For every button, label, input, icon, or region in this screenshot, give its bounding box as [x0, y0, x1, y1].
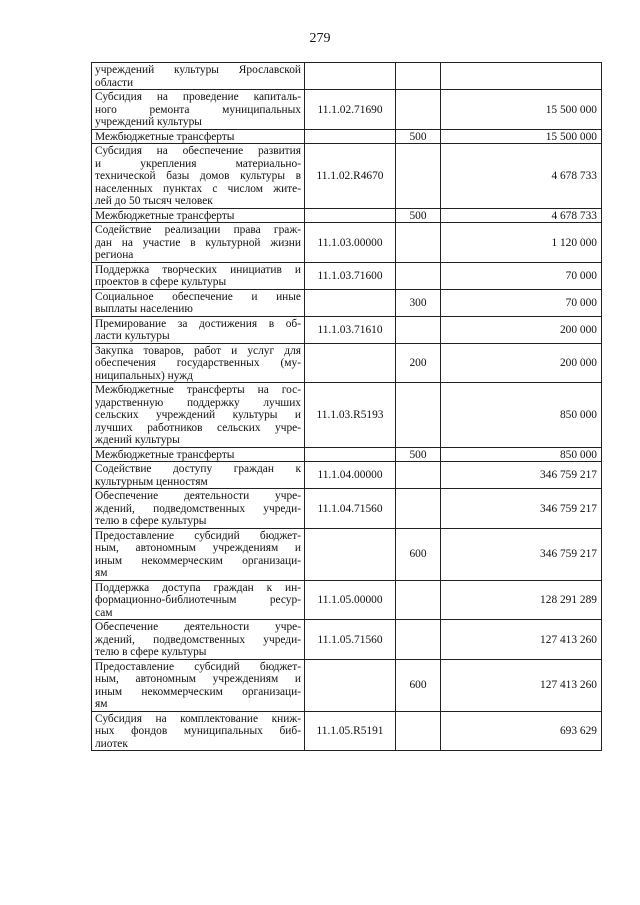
row-name-line: Поддержка доступа граждан к ин-: [95, 581, 301, 594]
row-amount-cell: 200 000: [441, 343, 602, 383]
row-name-cell: [92, 447, 305, 462]
row-type-cell: 600: [396, 528, 441, 580]
row-name-line: ных фондов муниципальных биб-: [95, 725, 301, 737]
table-row: [92, 343, 602, 383]
row-type-cell: [396, 90, 441, 130]
row-type-cell: 500: [396, 208, 441, 223]
row-amount-cell: 15 500 000: [441, 90, 602, 130]
row-code-cell: 11.1.05.71560: [305, 620, 396, 660]
row-code-cell: [305, 659, 396, 711]
row-name-line: формационно-библиотечным ресур-: [95, 594, 301, 606]
row-name-cell: [92, 144, 305, 209]
row-name-line: ного ремонта муниципальных: [95, 103, 301, 116]
row-name-line: ждений культуры: [95, 434, 180, 446]
row-type-cell: [396, 383, 441, 448]
table-row: [92, 659, 602, 711]
row-name-line: ниципальных) нужд: [95, 369, 193, 382]
row-name-line: Закупка товаров, работ и услуг для: [95, 344, 301, 357]
row-name-line: ям: [95, 698, 108, 710]
row-amount-cell: 70 000: [441, 262, 602, 289]
row-name-line: ждений, подведомственных учреди-: [95, 502, 301, 515]
row-amount-cell: 127 413 260: [441, 620, 602, 660]
table-row: [92, 208, 602, 223]
row-name-cell: [92, 711, 305, 751]
row-amount-cell: 850 000: [441, 383, 602, 448]
table-row: [92, 447, 602, 462]
row-name-line: Межбюджетные трансферты на гос-: [95, 384, 301, 396]
row-type-cell: [396, 580, 441, 620]
row-code-cell: 11.1.04.00000: [305, 462, 396, 489]
table-row: [92, 383, 602, 448]
row-code-cell: [305, 208, 396, 223]
row-type-cell: 300: [396, 289, 441, 316]
table-row: [92, 129, 602, 144]
row-code-cell: [305, 63, 396, 90]
row-type-cell: [396, 316, 441, 343]
row-name-line: проектов в сфере культуры: [95, 276, 227, 288]
row-name-cell: [92, 208, 305, 223]
row-type-cell: [396, 223, 441, 263]
row-name-line: лучших работников сельских учре-: [95, 421, 301, 434]
row-name-line: Межбюджетные трансферты: [95, 448, 235, 461]
row-name-cell: [92, 343, 305, 383]
row-name-line: выплаты населению: [95, 303, 193, 315]
row-name-line: Социальное обеспечение и иные: [95, 290, 301, 303]
row-type-cell: [396, 144, 441, 209]
row-name-cell: [92, 90, 305, 130]
row-code-cell: [305, 343, 396, 383]
table-row: [92, 620, 602, 660]
row-name-line: телю в сфере культуры: [95, 515, 207, 527]
row-type-cell: [396, 63, 441, 90]
row-name-line: технической базы домов культуры в: [95, 170, 301, 182]
row-name-line: сам: [95, 606, 113, 619]
row-code-cell: 11.1.03.71610: [305, 316, 396, 343]
row-name-line: ждений, подведомственных учреди-: [95, 633, 301, 646]
row-amount-cell: 4 678 733: [441, 208, 602, 223]
row-type-cell: 500: [396, 129, 441, 144]
row-name-line: иным некоммерческим организаци-: [95, 554, 301, 567]
row-amount-cell: 70 000: [441, 289, 602, 316]
row-name-cell: [92, 462, 305, 489]
row-name-line: иным некоммерческим организаци-: [95, 685, 301, 698]
row-name-line: учреждений культуры: [95, 116, 202, 128]
row-name-cell: [92, 528, 305, 580]
row-name-line: ным, автономным учреждениям и: [95, 542, 301, 554]
row-name-line: сельских учреждений культуры и: [95, 409, 301, 421]
row-name-cell: [92, 580, 305, 620]
table-row: [92, 316, 602, 343]
row-name-cell: [92, 262, 305, 289]
row-name-line: Субсидия на комплектование книж-: [95, 712, 301, 725]
row-name-line: Предоставление субсидий бюджет-: [95, 660, 301, 673]
row-code-cell: 11.1.02.71690: [305, 90, 396, 130]
row-name-line: Содействие реализации права граж-: [95, 224, 301, 236]
row-name-cell: [92, 289, 305, 316]
row-name-line: ям: [95, 567, 108, 579]
row-code-cell: 11.1.05.00000: [305, 580, 396, 620]
row-name-cell: [92, 223, 305, 263]
row-amount-cell: [441, 63, 602, 90]
row-name-line: учреждений культуры Ярославской: [95, 64, 301, 76]
page-number: 279: [309, 31, 331, 46]
row-type-cell: [396, 489, 441, 529]
budget-table-body: [92, 63, 602, 751]
row-type-cell: 600: [396, 659, 441, 711]
row-name-line: Премирование за достижения в об-: [95, 317, 301, 330]
row-name-line: ударственную поддержку лучших: [95, 396, 301, 409]
row-code-cell: 11.1.03.00000: [305, 223, 396, 263]
table-row: [92, 528, 602, 580]
table-row: [92, 90, 602, 130]
row-name-line: региона: [95, 249, 134, 261]
row-name-line: телю в сфере культуры: [95, 646, 207, 658]
row-amount-cell: 346 759 217: [441, 489, 602, 529]
row-name-line: лей до 50 тысяч человек: [95, 195, 213, 207]
row-type-cell: [396, 462, 441, 489]
row-type-cell: [396, 711, 441, 751]
row-code-cell: [305, 289, 396, 316]
row-name-line: обеспечения государственных (му-: [95, 357, 301, 369]
row-name-cell: [92, 489, 305, 529]
row-code-cell: 11.1.04.71560: [305, 489, 396, 529]
row-code-cell: 11.1.03.R5193: [305, 383, 396, 448]
row-name-line: Субсидия на обеспечение развития: [95, 145, 301, 157]
row-type-cell: 200: [396, 343, 441, 383]
row-code-cell: 11.1.02.R4670: [305, 144, 396, 209]
row-amount-cell: 200 000: [441, 316, 602, 343]
row-name-line: Поддержка творческих инициатив и: [95, 263, 301, 276]
row-name-cell: [92, 659, 305, 711]
row-name-cell: [92, 316, 305, 343]
row-name-cell: [92, 620, 305, 660]
table-row: [92, 144, 602, 209]
row-name-cell: [92, 383, 305, 448]
table-row: [92, 580, 602, 620]
row-amount-cell: 127 413 260: [441, 659, 602, 711]
table-row: [92, 262, 602, 289]
row-name-line: Обеспечение деятельности учре-: [95, 621, 301, 633]
row-code-cell: [305, 528, 396, 580]
table-row: [92, 289, 602, 316]
row-amount-cell: 346 759 217: [441, 528, 602, 580]
row-type-cell: 500: [396, 447, 441, 462]
row-amount-cell: 15 500 000: [441, 129, 602, 144]
row-name-line: Субсидия на проведение капиталь-: [95, 91, 301, 103]
table-row: [92, 223, 602, 263]
row-name-line: дан на участие в культурной жизни: [95, 236, 301, 249]
row-name-cell: [92, 129, 305, 144]
row-name-line: и укрепления материально-: [95, 157, 301, 170]
row-amount-cell: 128 291 289: [441, 580, 602, 620]
budget-table: [91, 62, 602, 751]
row-code-cell: [305, 129, 396, 144]
row-name-cell: [92, 63, 305, 90]
row-name-line: населенных пунктах с числом жите-: [95, 182, 301, 195]
row-name-line: области: [95, 76, 134, 89]
row-name-line: лиотек: [95, 737, 128, 750]
row-code-cell: 11.1.05.R5191: [305, 711, 396, 751]
row-name-line: Обеспечение деятельности учре-: [95, 490, 301, 502]
row-amount-cell: 4 678 733: [441, 144, 602, 209]
row-amount-cell: 1 120 000: [441, 223, 602, 263]
row-name-line: Содействие доступу граждан к: [95, 463, 301, 475]
row-amount-cell: 693 629: [441, 711, 602, 751]
table-row: [92, 63, 602, 90]
table-row: [92, 711, 602, 751]
row-name-line: Предоставление субсидий бюджет-: [95, 529, 301, 542]
row-type-cell: [396, 262, 441, 289]
row-code-cell: [305, 447, 396, 462]
row-name-line: ласти культуры: [95, 330, 170, 342]
row-type-cell: [396, 620, 441, 660]
table-row: [92, 462, 602, 489]
row-code-cell: 11.1.03.71600: [305, 262, 396, 289]
row-amount-cell: 850 000: [441, 447, 602, 462]
row-name-line: культурным ценностям: [95, 475, 208, 488]
row-amount-cell: 346 759 217: [441, 462, 602, 489]
row-name-line: Межбюджетные трансферты: [95, 209, 235, 222]
table-row: [92, 489, 602, 529]
row-name-line: Межбюджетные трансферты: [95, 130, 235, 143]
row-name-line: ным, автономным учреждениям и: [95, 673, 301, 685]
